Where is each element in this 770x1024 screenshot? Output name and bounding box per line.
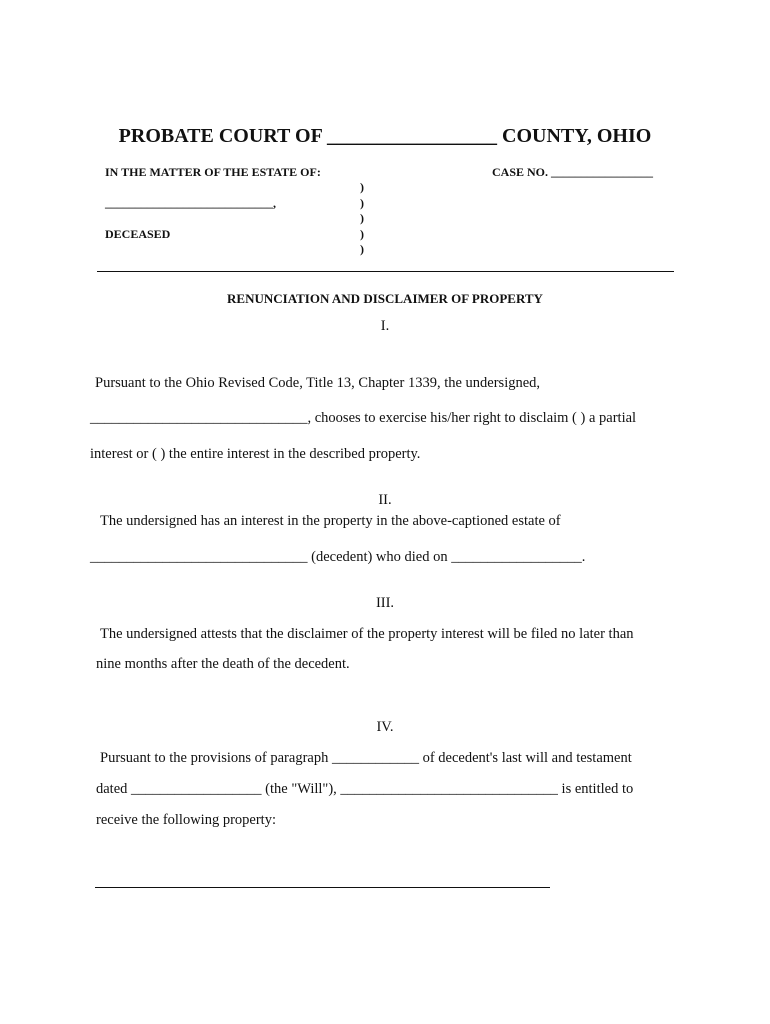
document-heading: RENUNCIATION AND DISCLAIMER OF PROPERTY [227,291,543,306]
section-1-line-2: ______________________________, chooses to exercise his/her right to disclaim ( ) a partial [90,410,637,426]
section-3-line-1: The undersigned attests that the disclaimer of the property interest will be filed no later than [100,626,634,642]
caption-paren: ) [360,211,364,225]
caption-divider [97,271,674,272]
section-numeral-1: I. [380,318,390,334]
court-title: PROBATE COURT OF _________________ COUNTY, OHIO [118,125,652,147]
caption-paren: ) [360,180,364,194]
section-numeral-2: II. [378,492,392,508]
decedent-name-blank: ____________________________, [105,196,276,210]
section-2-line-1: The undersigned has an interest in the property in the above-captioned estate of [100,513,561,529]
section-1-line-3: interest or ( ) the entire interest in the described property. [90,446,421,462]
section-4-line-2: dated __________________ (the "Will"), ______________________________ is entitled to [96,781,634,797]
caption-paren: ) [360,242,364,256]
deceased-label: DECEASED [105,227,171,241]
section-numeral-4: IV. [376,719,394,735]
section-4-line-1: Pursuant to the provisions of paragraph ____________ of decedent's last will and testament [100,750,632,766]
caption-paren: ) [360,196,364,210]
property-description-line [95,887,550,888]
section-numeral-3: III. [375,595,395,611]
section-2-line-2: ______________________________ (decedent) who died on __________________. [90,549,586,565]
estate-matter-label: IN THE MATTER OF THE ESTATE OF: [105,165,321,179]
section-1-line-1: Pursuant to the Ohio Revised Code, Title 13, Chapter 1339, the undersigned, [95,375,541,391]
caption-paren: ) [360,227,364,241]
section-3-line-2: nine months after the death of the decedent. [96,656,350,672]
section-4-line-3: receive the following property: [96,812,276,828]
case-number-label: CASE NO. _________________ [492,165,654,179]
